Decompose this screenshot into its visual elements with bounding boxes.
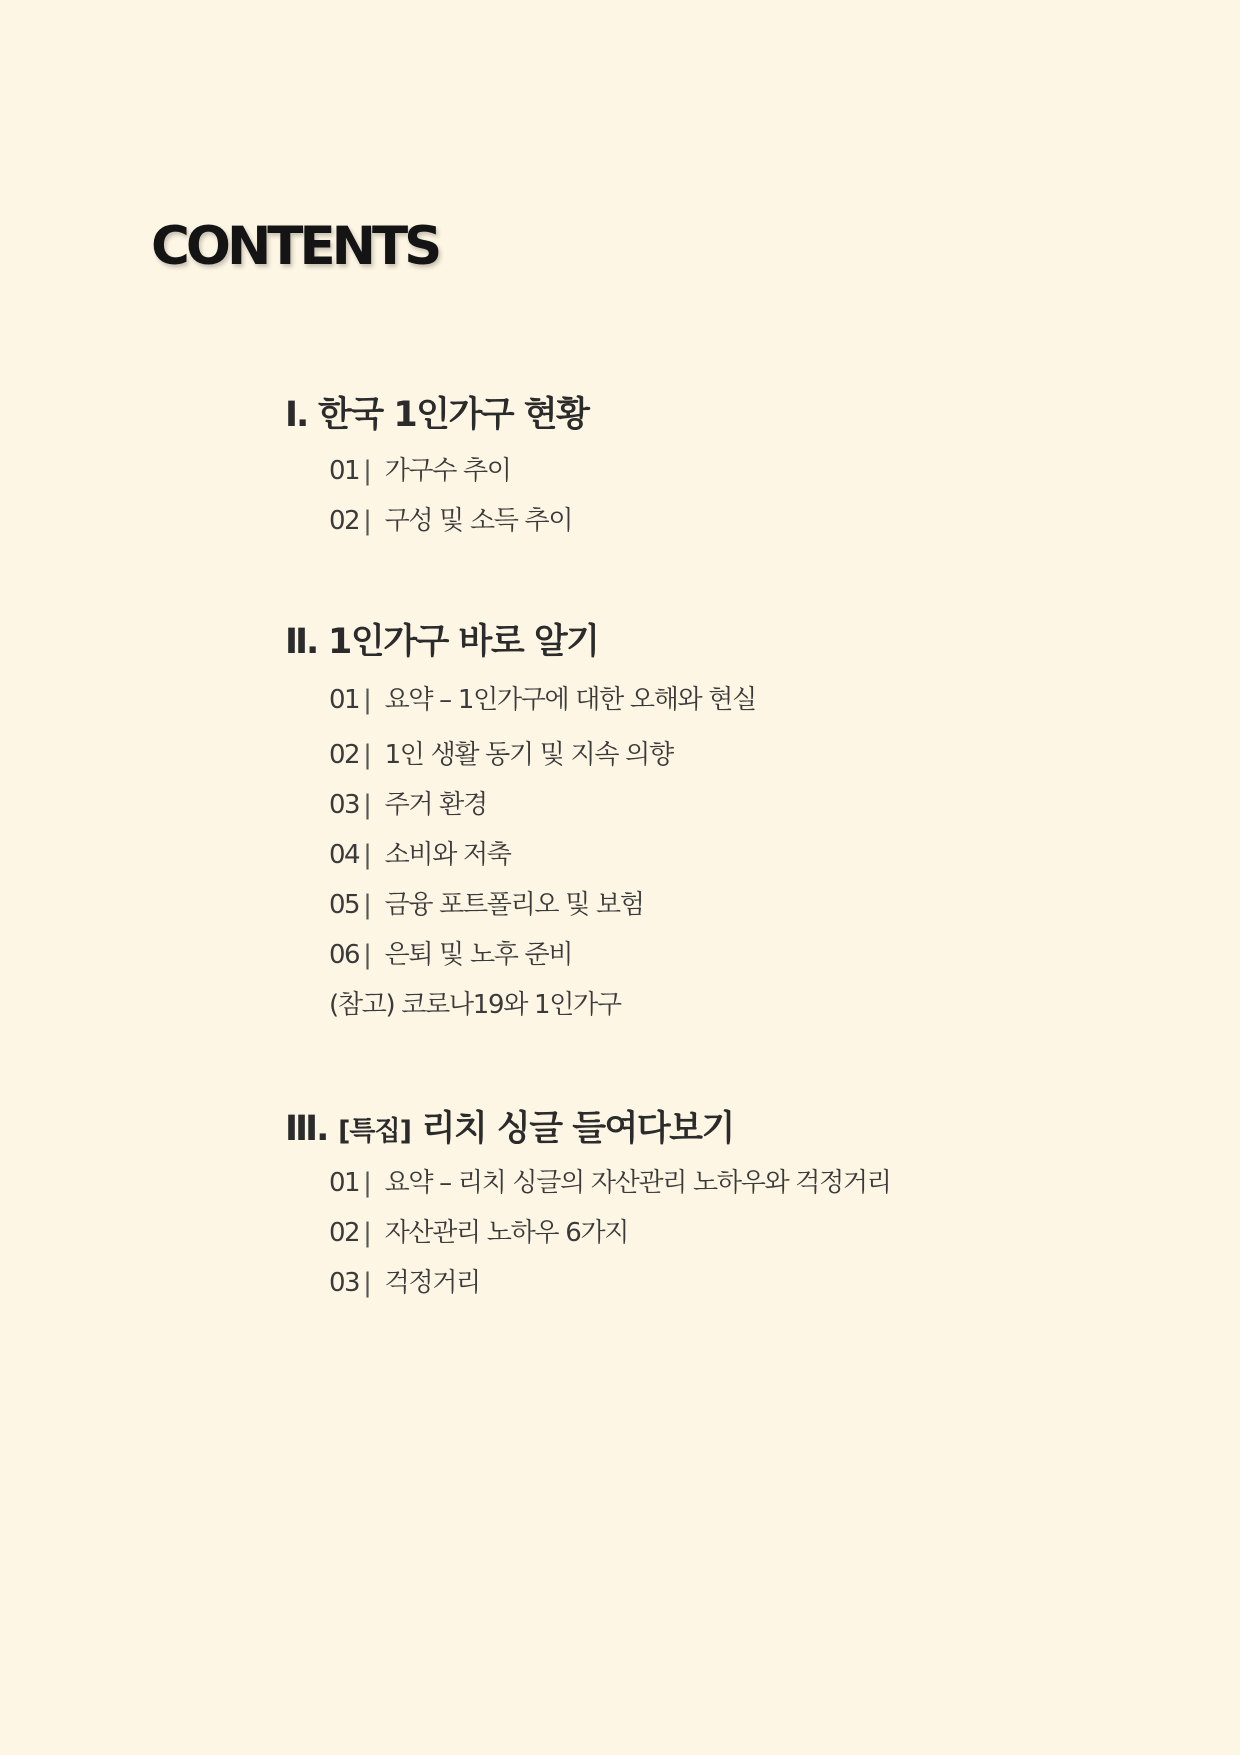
- toc-item-separator: |: [363, 790, 371, 820]
- toc-item-separator: |: [363, 1218, 371, 1248]
- toc-item-label: 걱정거리: [384, 1268, 480, 1298]
- toc-item-1-02[interactable]: [329, 503, 572, 539]
- toc-item-1-01[interactable]: [329, 453, 511, 489]
- toc-item-number: 04: [329, 840, 360, 870]
- toc-item-label: 요약 – 리치 싱글의 자산관리 노하우와 걱정거리: [384, 1168, 891, 1198]
- toc-item-label: 소비와 저축: [384, 840, 511, 870]
- toc-item-separator: |: [363, 1168, 371, 1198]
- toc-item-number: 02: [329, 1218, 360, 1248]
- toc-item-3-03[interactable]: [329, 1265, 480, 1301]
- toc-item-2-02[interactable]: [329, 737, 673, 773]
- toc-item-separator: |: [363, 506, 371, 536]
- section-heading-1[interactable]: [285, 393, 588, 437]
- section-title: 1인가구 바로 알기: [328, 622, 599, 662]
- toc-item-label: 구성 및 소득 추이: [384, 506, 573, 536]
- toc-item-2-04[interactable]: [329, 837, 511, 873]
- toc-item-3-01[interactable]: [329, 1165, 891, 1201]
- toc-item-separator: |: [363, 456, 371, 486]
- section-numeral: Ⅰ.: [285, 395, 308, 435]
- toc-item-label: 요약 – 1인가구에 대한 오해와 현실: [384, 685, 756, 715]
- section-title: 한국 1인가구 현황: [318, 395, 589, 435]
- section-heading-3[interactable]: [285, 1107, 734, 1154]
- section-tag: [특집]: [338, 1116, 411, 1147]
- toc-item-2-05[interactable]: [329, 887, 644, 923]
- toc-item-number: 02: [329, 506, 360, 536]
- toc-item-number: 03: [329, 1268, 360, 1298]
- toc-item-separator: |: [363, 685, 371, 715]
- toc-item-label: (참고) 코로나19와 1인가구: [329, 990, 621, 1020]
- toc-item-separator: |: [363, 1268, 371, 1298]
- toc-item-label: 1인 생활 동기 및 지속 의향: [384, 740, 673, 770]
- toc-item-2-03[interactable]: [329, 787, 487, 823]
- toc-item-2-06[interactable]: [329, 937, 572, 973]
- toc-item-number: 02: [329, 740, 360, 770]
- toc-item-number: 01: [329, 456, 360, 486]
- section-heading-2[interactable]: [285, 620, 598, 664]
- toc-item-2-reference[interactable]: [329, 987, 621, 1023]
- toc-item-3-02[interactable]: [329, 1215, 628, 1251]
- toc-item-separator: |: [363, 890, 371, 920]
- toc-item-number: 06: [329, 940, 360, 970]
- toc-item-label: 금융 포트폴리오 및 보험: [384, 890, 644, 920]
- toc-item-separator: |: [363, 740, 371, 770]
- toc-item-number: 05: [329, 890, 360, 920]
- section-numeral: Ⅲ.: [285, 1109, 328, 1149]
- toc-item-separator: |: [363, 940, 371, 970]
- toc-item-label: 은퇴 및 노후 준비: [384, 940, 573, 970]
- toc-item-label: 자산관리 노하우 6가지: [384, 1218, 629, 1248]
- section-numeral: Ⅱ.: [285, 622, 318, 662]
- toc-item-2-01[interactable]: [329, 682, 756, 718]
- toc-item-separator: |: [363, 840, 371, 870]
- page-title: CONTENTS: [151, 216, 439, 277]
- toc-item-label: 가구수 추이: [384, 456, 511, 486]
- toc-item-number: 01: [329, 685, 360, 715]
- toc-item-number: 01: [329, 1168, 360, 1198]
- toc-item-label: 주거 환경: [384, 790, 487, 820]
- section-title: 리치 싱글 들여다보기: [421, 1109, 734, 1149]
- toc-item-number: 03: [329, 790, 360, 820]
